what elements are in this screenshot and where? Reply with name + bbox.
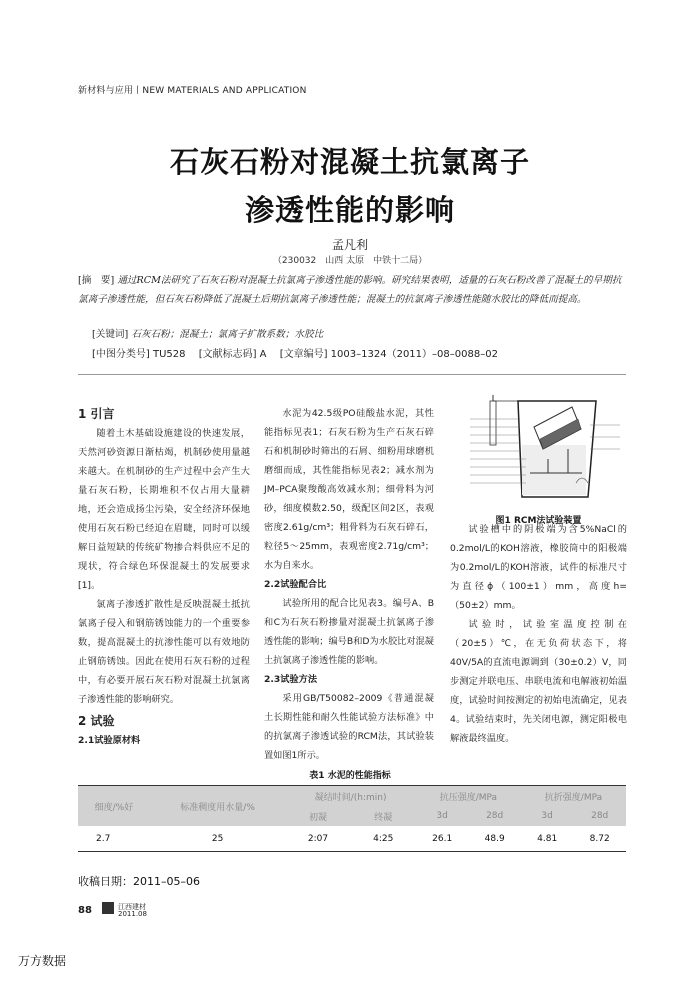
table-cell: 4.81 (521, 827, 574, 852)
journal-issue-number: 2011.08 (118, 910, 147, 918)
keywords-text: 石灰石粉；混凝土；氯离子扩散系数；水胶比 (131, 329, 324, 340)
column-1 (78, 404, 250, 750)
column-2 (264, 404, 434, 765)
rcm-apparatus-diagram (450, 387, 627, 507)
paragraph: 试验所用的配合比见表3。编号A、B和C为石灰石粉掺量对混凝土抗氯离子渗透性能的影响；编号B和D为水胶比对混凝土抗氯离子渗透性能的影响。 (264, 598, 434, 666)
table-row (78, 827, 626, 852)
paragraph: 试验槽中的阴极端为含5%NaCl的0.2mol/L的KOH溶液，橡胶筒中的阳极端为0.2mol/L的KOH溶液，试件的标准尺寸为直径ϕ（100±1）mm，高度h=（50±2）mm。 (450, 524, 627, 611)
paragraph: 随着土木基础设施建设的快速发展，天然河砂资源日渐枯竭，机制砂使用量越来越大。在机制砂的生产过程中会产生大量石灰石粉，长期堆积不仅占用大量耕地，还会造成扬尘污染，安全经济环保地使用石灰石粉已经迫在眉睫，同时可以缓解日益短缺的传统矿物掺合料供应不足的现状，符合绿色环保混凝土的发展要求[1]。 (78, 428, 250, 591)
column-3 (450, 520, 627, 748)
doc-code: [文献标志码] A (198, 349, 267, 360)
author-affiliation: （230032 山西 太原 中铁十二局） (272, 256, 428, 266)
section-2-3-heading: 2.3试验方法 (264, 674, 318, 685)
subheader: 3d (416, 806, 469, 827)
keywords (92, 326, 323, 340)
paragraph: 氯离子渗透扩散性是反映混凝土抵抗氯离子侵入和钢筋锈蚀能力的一个重要参数，提高混凝土的抗渗性能可以有效地防止钢筋锈蚀。因此在使用石灰石粉的过程中，有必要开展石灰石粉对混凝土抗氯离子渗透性能的影响研究。 (78, 599, 250, 705)
paragraph: 水泥为42.5级PO硅酸盐水泥，其性能指标见表1；石灰石粉为生产石灰石碎石和机制砂时筛出的石屑、细粉用球磨机磨细而成，其性能指标见表2；减水剂为JM–PCA聚羧酸高效减水剂；细骨料为河砂，细度模数2.50，级配区间2区，表观密度2.61g/cm³；粗骨料为石灰石碎石，粒径5～25mm，表观密度2.71g/cm³；水为自来水。 (264, 408, 434, 571)
table-cell: 8.72 (573, 827, 626, 852)
article-number: [文章编号] 1003–1324（2011）–08–0088–02 (279, 349, 498, 360)
rcm-apparatus-figure (450, 387, 627, 507)
keywords-label: [关键词] (92, 329, 129, 340)
journal-issue (118, 904, 147, 918)
table-cell: 2.7 (78, 827, 150, 852)
title-line-2: 渗透性能的影响 (244, 193, 455, 227)
paragraph: 试验时，试验室温度控制在（20±5）℃，在无负荷状态下，将40V/5A的直流电源调到（30±0.2）V，同步测定并联电压、串联电流和电解液初始温度，试验时间按测定的初始电流确定，见表4。试验结束时，先关闭电源，测定阳极电解液最终温度。 (450, 619, 627, 744)
section-2-1-heading: 2.1试验原材料 (78, 735, 141, 746)
title-line-1: 石灰石粉对混凝土抗氯离子 (169, 145, 530, 179)
clc-code: [中图分类号] TU528 (92, 349, 186, 360)
section-2-2-heading: 2.2试验配合比 (264, 579, 327, 590)
subheader: 28d (468, 806, 521, 827)
author-name: 孟凡利 (331, 238, 368, 252)
abstract (78, 271, 626, 309)
header-water-demand: 标准稠度用水量/% (150, 786, 286, 827)
subheader: 初凝 (285, 806, 350, 827)
paragraph: 采用GB/T50082–2009《普通混凝土长期性能和耐久性能试验方法标准》中的抗氯离子渗透试验的RCM法，其试验装置如图1所示。 (264, 693, 434, 761)
section-1-heading: 1 引言 (78, 407, 115, 421)
subheader: 终凝 (351, 806, 416, 827)
journal-name: 江西建材 (118, 903, 146, 911)
cement-properties-table (78, 785, 626, 852)
header-compressive-strength: 抗压强度/MPa (416, 786, 521, 807)
section-header: 新材料与应用丨NEW MATERIALS AND APPLICATION (78, 86, 307, 96)
header-setting-time: 凝结时间/(h:min) (285, 786, 416, 807)
journal-logo-icon (102, 902, 114, 914)
table-cell: 48.9 (468, 827, 521, 852)
classification-line (92, 345, 508, 360)
table-1-caption: 表1 水泥的性能指标 (309, 771, 391, 781)
subheader: 3d (521, 806, 574, 827)
received-date: 收稿日期：2011–05–06 (78, 875, 200, 888)
watermark: 万方数据 (18, 954, 67, 968)
figure-1-caption: 图1 RCM法试验装置 (495, 516, 582, 526)
section-2-heading: 2 试验 (78, 714, 115, 728)
page-number: 88 (78, 905, 92, 916)
table-cell: 2:07 (285, 827, 350, 852)
header-flexural-strength: 抗折强度/MPa (521, 786, 626, 807)
abstract-text: 通过RCM法研究了石灰石粉对混凝土抗氯离子渗透性能的影响。研究结果表明，适量的石灰石粉改善了混凝土的早期抗氯离子渗透性能，但石灰石粉降低了混凝土后期抗氯离子渗透性能；混凝土的抗氯离子渗透性能随水胶比的降低而提高。 (78, 275, 622, 305)
section-divider (78, 374, 626, 375)
table-cell: 4:25 (351, 827, 416, 852)
abstract-label: [摘 要] (78, 275, 115, 286)
table-cell: 25 (150, 827, 286, 852)
header-fineness: 细度/%好 (78, 786, 150, 827)
table-cell: 26.1 (416, 827, 469, 852)
subheader: 28d (573, 806, 626, 827)
